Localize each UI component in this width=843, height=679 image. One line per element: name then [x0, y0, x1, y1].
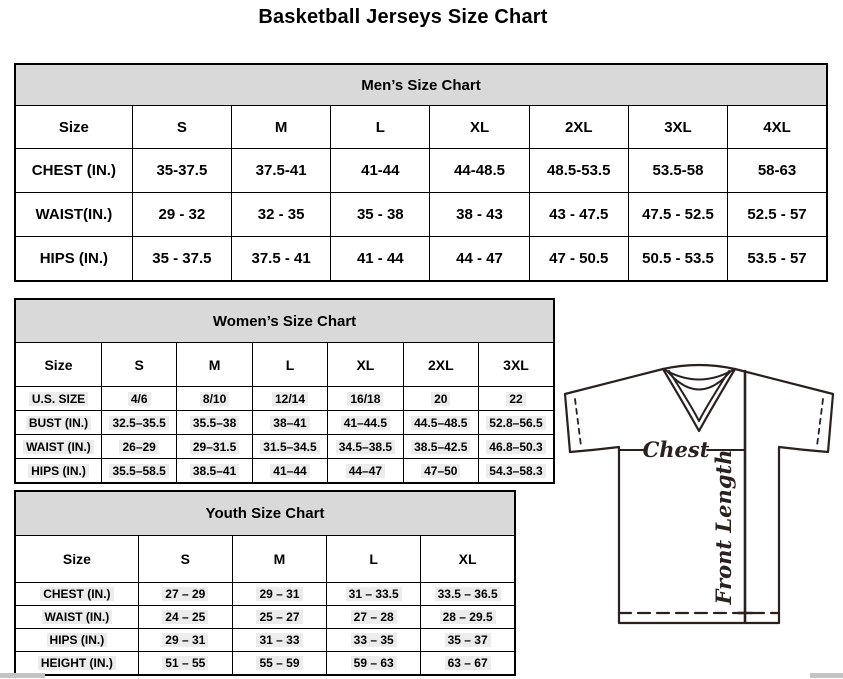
value-text: 33 – 35 — [351, 633, 397, 647]
value-cell — [138, 652, 232, 676]
value-cell — [327, 583, 421, 606]
value-text: 26–29 — [119, 440, 158, 454]
value-cell: 58-63 — [728, 149, 827, 193]
value-cell: 35-37.5 — [132, 149, 231, 193]
row-label: WAIST(IN.) — [15, 193, 132, 237]
value-text: 41–44 — [270, 464, 309, 478]
value-cell: 37.5-41 — [231, 149, 330, 193]
row-label-text: WAIST (IN.) — [42, 610, 113, 624]
row-label — [15, 459, 101, 484]
value-text: 52.8–56.5 — [486, 416, 545, 430]
value-text: 44.5–48.5 — [411, 416, 470, 430]
header-cell: XL — [421, 536, 515, 583]
value-cell — [421, 629, 515, 652]
value-cell — [403, 459, 478, 484]
scrollbar-fragment-right[interactable] — [810, 673, 843, 678]
value-cell: 53.5-58 — [628, 149, 727, 193]
value-cell — [479, 387, 555, 411]
value-cell — [177, 411, 252, 435]
value-cell: 32 - 35 — [231, 193, 330, 237]
value-cell: 47 - 50.5 — [529, 237, 628, 282]
value-text: 20 — [431, 392, 450, 406]
jersey-outline — [565, 365, 833, 623]
value-cell — [403, 435, 478, 459]
value-text: 32.5–35.5 — [109, 416, 168, 430]
header-cell: 2XL — [403, 343, 478, 387]
value-cell: 48.5-53.5 — [529, 149, 628, 193]
value-cell — [421, 583, 515, 606]
value-cell — [232, 652, 326, 676]
jersey-diagram — [555, 355, 843, 645]
header-cell: XL — [328, 343, 403, 387]
value-cell: 29 - 32 — [132, 193, 231, 237]
value-text: 4/6 — [128, 392, 151, 406]
value-cell — [403, 387, 478, 411]
value-text: 35 – 37 — [445, 633, 491, 647]
value-text: 22 — [506, 392, 525, 406]
value-text: 29 – 31 — [162, 633, 208, 647]
value-cell — [327, 629, 421, 652]
value-text: 34.5–38.5 — [336, 440, 395, 454]
value-text: 31.5–34.5 — [260, 440, 319, 454]
value-text: 47–50 — [421, 464, 460, 478]
header-cell: Size — [15, 106, 132, 149]
value-cell — [252, 387, 327, 411]
value-cell — [479, 435, 555, 459]
value-cell — [252, 459, 327, 484]
value-text: 59 – 63 — [351, 656, 397, 670]
value-text: 28 – 29.5 — [440, 610, 496, 624]
header-cell: 2XL — [529, 106, 628, 149]
value-cell — [252, 435, 327, 459]
value-cell: 38 - 43 — [430, 193, 529, 237]
womens-size-table — [14, 298, 555, 484]
value-cell — [138, 606, 232, 629]
value-cell — [328, 435, 403, 459]
row-label-text: WAIST (IN.) — [23, 440, 94, 454]
value-cell — [421, 652, 515, 676]
value-cell: 52.5 - 57 — [728, 193, 827, 237]
row-label — [15, 411, 101, 435]
mens-size-table — [14, 63, 828, 282]
value-cell — [479, 411, 555, 435]
header-cell: L — [331, 106, 430, 149]
value-cell — [177, 387, 252, 411]
value-text: 33.5 – 36.5 — [435, 587, 501, 601]
header-cell: 3XL — [628, 106, 727, 149]
value-cell — [327, 652, 421, 676]
value-text: 12/14 — [272, 392, 308, 406]
value-text: 51 – 55 — [162, 656, 208, 670]
header-cell: M — [232, 536, 326, 583]
value-text: 38.5–42.5 — [411, 440, 470, 454]
value-text: 35.5–38 — [190, 416, 239, 430]
row-label-text: BUST (IN.) — [26, 416, 91, 430]
value-cell — [177, 435, 252, 459]
value-text: 38–41 — [270, 416, 309, 430]
header-cell: S — [101, 343, 176, 387]
row-label-text: HIPS (IN.) — [28, 464, 89, 478]
value-cell: 53.5 - 57 — [728, 237, 827, 282]
right-cuff-dashed-line — [817, 399, 823, 446]
value-cell — [252, 411, 327, 435]
header-cell: Size — [15, 343, 101, 387]
row-label — [15, 629, 138, 652]
value-cell — [328, 387, 403, 411]
value-cell: 47.5 - 52.5 — [628, 193, 727, 237]
value-cell — [403, 411, 478, 435]
row-label — [15, 583, 138, 606]
row-label: HIPS (IN.) — [15, 237, 132, 282]
value-text: 31 – 33 — [256, 633, 302, 647]
value-text: 29 – 31 — [256, 587, 302, 601]
value-cell — [177, 459, 252, 484]
value-text: 27 – 29 — [162, 587, 208, 601]
header-cell: Size — [15, 536, 138, 583]
value-text: 35.5–58.5 — [109, 464, 168, 478]
value-cell — [101, 411, 176, 435]
header-cell: M — [177, 343, 252, 387]
header-cell: L — [252, 343, 327, 387]
value-cell — [138, 629, 232, 652]
value-text: 27 – 28 — [351, 610, 397, 624]
value-text: 63 – 67 — [445, 656, 491, 670]
row-label-text: CHEST (IN.) — [40, 587, 113, 601]
scrollbar-fragment-left[interactable] — [0, 673, 45, 678]
left-cuff-dashed-line — [575, 399, 581, 446]
row-label — [15, 387, 101, 411]
header-cell: 3XL — [479, 343, 555, 387]
value-cell — [328, 411, 403, 435]
womens-table-title: Women’s Size Chart — [15, 299, 554, 343]
value-text: 38.5–41 — [190, 464, 239, 478]
chest-label: Chest — [642, 437, 710, 462]
value-cell: 41-44 — [331, 149, 430, 193]
page-title: Basketball Jerseys Size Chart — [258, 6, 548, 28]
row-label-text: U.S. SIZE — [29, 392, 88, 406]
mens-table-title: Men’s Size Chart — [15, 64, 827, 106]
youth-size-table — [14, 490, 516, 676]
value-cell: 43 - 47.5 — [529, 193, 628, 237]
value-text: 41–44.5 — [341, 416, 390, 430]
value-cell: 41 - 44 — [331, 237, 430, 282]
front-length-label: Front Length — [711, 449, 736, 605]
value-cell — [327, 606, 421, 629]
value-cell — [328, 459, 403, 484]
row-label — [15, 606, 138, 629]
value-cell: 50.5 - 53.5 — [628, 237, 727, 282]
value-cell: 44-48.5 — [430, 149, 529, 193]
row-label: CHEST (IN.) — [15, 149, 132, 193]
value-cell — [138, 583, 232, 606]
value-cell — [232, 583, 326, 606]
value-text: 46.8–50.3 — [486, 440, 545, 454]
value-text: 44–47 — [346, 464, 385, 478]
value-cell — [101, 459, 176, 484]
value-cell — [101, 435, 176, 459]
value-cell — [479, 459, 555, 484]
value-text: 25 – 27 — [256, 610, 302, 624]
value-cell — [101, 387, 176, 411]
value-cell: 35 - 38 — [331, 193, 430, 237]
value-text: 54.3–58.3 — [486, 464, 545, 478]
header-cell: XL — [430, 106, 529, 149]
value-cell — [232, 606, 326, 629]
header-cell: S — [132, 106, 231, 149]
value-cell: 37.5 - 41 — [231, 237, 330, 282]
youth-table-title: Youth Size Chart — [15, 491, 515, 536]
value-cell — [421, 606, 515, 629]
value-text: 16/18 — [347, 392, 383, 406]
value-cell: 35 - 37.5 — [132, 237, 231, 282]
value-text: 31 – 33.5 — [346, 587, 402, 601]
value-text: 8/10 — [200, 392, 229, 406]
row-label — [15, 652, 138, 676]
header-cell: S — [138, 536, 232, 583]
header-cell: 4XL — [728, 106, 827, 149]
value-text: 29–31.5 — [190, 440, 239, 454]
row-label-text: HIPS (IN.) — [47, 633, 108, 647]
value-text: 24 – 25 — [162, 610, 208, 624]
value-cell — [232, 629, 326, 652]
row-label-text: HEIGHT (IN.) — [38, 656, 116, 670]
header-cell: L — [327, 536, 421, 583]
header-cell: M — [231, 106, 330, 149]
row-label — [15, 435, 101, 459]
value-text: 55 – 59 — [256, 656, 302, 670]
value-cell: 44 - 47 — [430, 237, 529, 282]
